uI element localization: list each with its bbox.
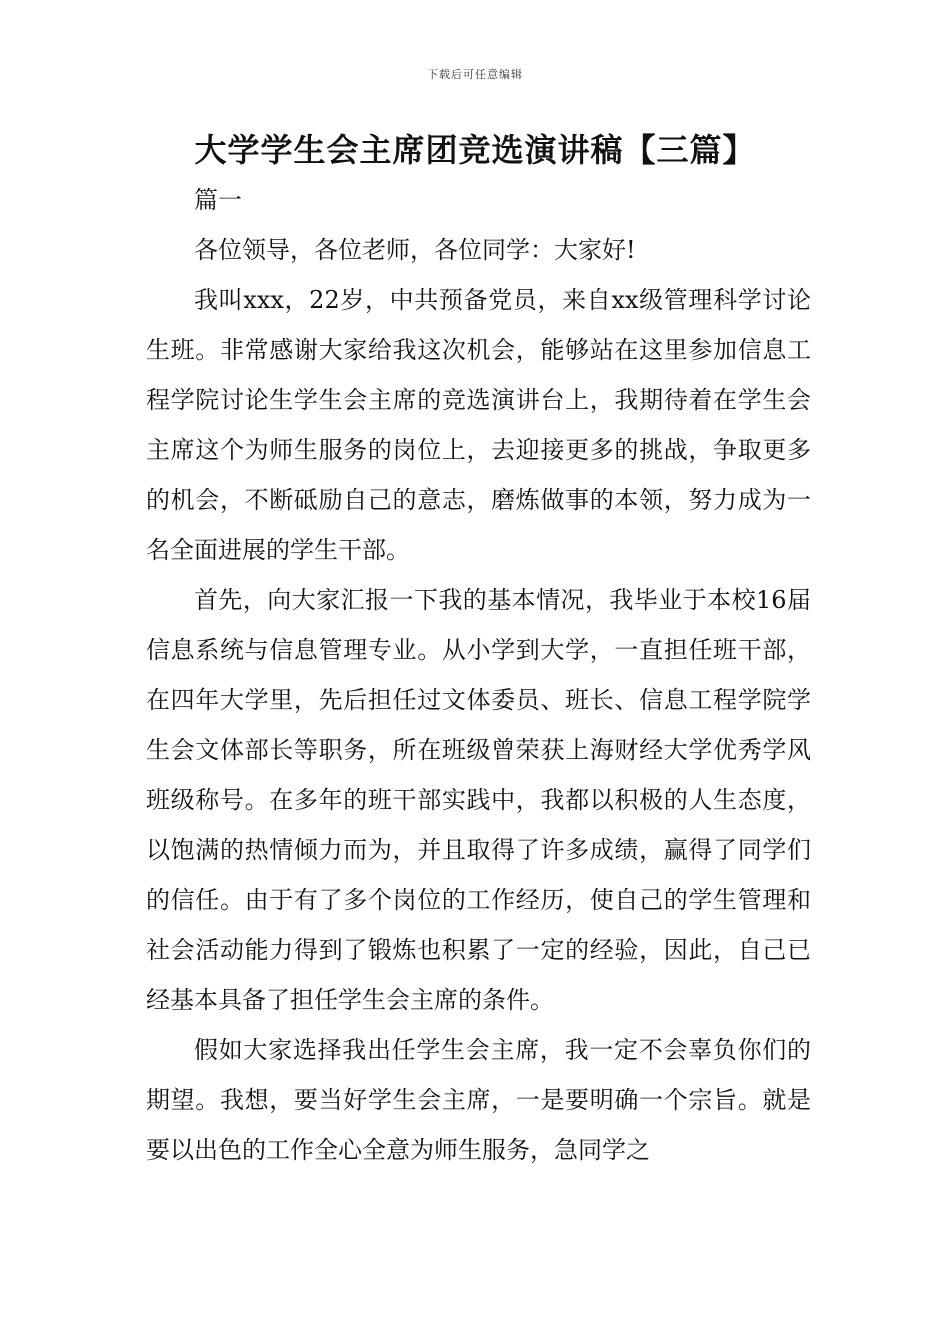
paragraph-commitment: 假如大家选择我出任学生会主席，我一定不会辜负你们的期望。我想，要当好学生会主席，一是要明确一个宗旨。就是要以出色的工作全心全意为师生服务，急同学之 <box>146 1036 811 1164</box>
header-note: 下载后可任意编辑 <box>427 68 523 81</box>
paragraph-background: 首先，向大家汇报一下我的基本情况，我毕业于本校16届信息系统与信息管理专业。从小学到大学，一直担任班干部，在四年大学里，先后担任过文体委员、班长、信息工程学院学生会文体部长等职务，所在班级曾荣获上海财经大学优秀学风班级称号。在多年的班干部实践中，我都以积极的人生态度，以饱满的热情倾力而为，并且取得了许多成绩，赢得了同学们的信任。由于有了多个岗位的工作经历，使自己的学生管理和社会活动能力得到了锻炼也积累了一定的经验，因此，自己已经基本具备了担任学生会主席的条件。 <box>146 586 811 1014</box>
paragraph-greeting: 各位领导，各位老师，各位同学：大家好! <box>194 236 636 264</box>
document-title: 大学学生会主席团竞选演讲稿【三篇】 <box>194 131 756 169</box>
section-heading: 篇一 <box>194 186 242 214</box>
document-body <box>146 175 811 1175</box>
paragraph-introduction: 我叫xxx，22岁，中共预备党员，来自xx级管理科学讨论生班。非常感谢大家给我这次机会，能够站在这里参加信息工程学院讨论生学生会主席的竞选演讲台上，我期待着在学生会主席这个为师生服务的岗位上，去迎接更多的挑战，争取更多的机会，不断砥励自己的意志，磨炼做事的本领，努力成为一名全面进展的学生干部。 <box>146 286 811 564</box>
